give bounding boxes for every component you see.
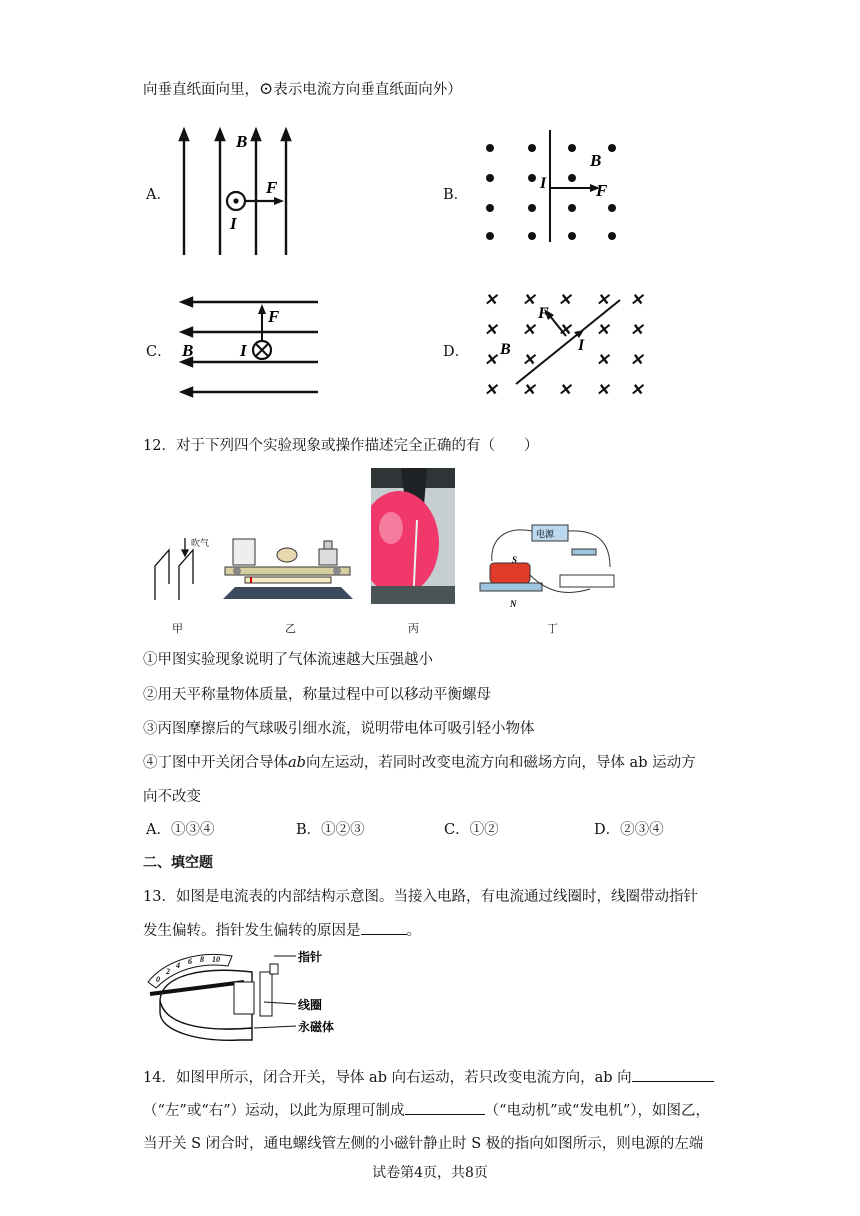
caption-yi: 乙 (285, 622, 296, 635)
fig-d-label-F: F (538, 305, 549, 322)
q14-blank-2[interactable] (405, 1100, 485, 1115)
figure-11d (480, 288, 650, 400)
fig-a-label-F: F (266, 178, 278, 197)
fig-c-label-I: I (240, 341, 247, 360)
n-label: N (510, 599, 517, 609)
q13-answer-blank[interactable] (361, 920, 407, 935)
statement-4: ④丁图中开关闭合导体ab向左运动，若同时改变电流方向和磁场方向，导体 ab 运动方 (143, 755, 696, 771)
q13-line1: 13．如图是电流表的内部结构示意图。当接入电路，有电流通过线圈时，线圈带动指针 (143, 889, 698, 905)
figure-11c (178, 290, 323, 402)
fig-d-label-B: B (500, 341, 511, 358)
figure-12-ding-circuit (470, 515, 620, 610)
statement-3: ③丙图摩擦后的气球吸引细水流，说明带电体可吸引轻小物体 (143, 721, 535, 737)
power-label: 电源 (536, 530, 555, 540)
choice-d: D．②③④ (594, 822, 664, 838)
svg-text:✕: ✕ (522, 382, 536, 399)
coil-label: 线圈 (298, 998, 323, 1012)
scale-6: 6 (188, 957, 192, 966)
svg-text:✕: ✕ (484, 292, 498, 309)
choice-c: C．①② (444, 822, 499, 838)
svg-text:✕: ✕ (522, 352, 536, 369)
q13-line2: 发生偏转。指针发生偏转的原因是 。 (143, 919, 421, 940)
section-heading: 二、填空题 (143, 855, 213, 871)
blow-label: 吹气 (191, 539, 210, 549)
q14-blank-1[interactable] (632, 1067, 714, 1082)
option-b-label: B． (443, 187, 469, 203)
svg-text:✕: ✕ (522, 292, 536, 309)
current-out-symbol-icon: ⊙ (259, 79, 274, 99)
scale-10: 10 (212, 955, 220, 964)
fig-a-label-B: B (236, 132, 248, 151)
figure-13-ammeter (140, 942, 340, 1046)
option-d-label: D． (443, 344, 470, 360)
figure-12-yi-balance (215, 525, 360, 605)
svg-text:✕: ✕ (596, 352, 610, 369)
scale-8: 8 (200, 955, 204, 964)
figure-11a (170, 125, 300, 260)
figure-12-jia-paper (145, 530, 215, 610)
fig-c-label-F: F (268, 307, 280, 326)
figure-11b (478, 130, 628, 248)
fig-b-label-B: B (590, 151, 602, 170)
svg-text:✕: ✕ (630, 322, 644, 339)
q14-line2: （“左”或“右”）运动，以此为原理可制成 （“电动机”或“发电机”），如图乙， (143, 1099, 710, 1120)
svg-text:✕: ✕ (522, 322, 536, 339)
svg-text:✕: ✕ (630, 352, 644, 369)
svg-text:✕: ✕ (630, 292, 644, 309)
choice-b: B．①②③ (296, 822, 365, 838)
svg-text:✕: ✕ (558, 382, 572, 399)
fig-a-label-I: I (230, 214, 237, 233)
svg-text:✕: ✕ (596, 322, 610, 339)
svg-text:✕: ✕ (558, 292, 572, 309)
svg-text:✕: ✕ (484, 352, 498, 369)
option-c-label: C． (146, 344, 172, 360)
option-a-label: A． (146, 187, 171, 203)
svg-text:✕: ✕ (596, 292, 610, 309)
choice-a: A．①③④ (146, 822, 215, 838)
q12-stem: 12．对于下列四个实验现象或操作描述完全正确的有（ ） (143, 438, 539, 454)
svg-text:✕: ✕ (558, 322, 572, 339)
statement-1: ①甲图实验现象说明了气体流速越大压强越小 (143, 652, 433, 668)
scale-2: 2 (166, 967, 170, 976)
scale-4: 4 (176, 961, 180, 970)
q14-line3: 当开关 S 闭合时，通电螺线管左侧的小磁针静止时 S 极的指向如图所示，则电源的左端 (143, 1136, 704, 1152)
magnet-label: 永磁体 (298, 1020, 335, 1034)
fig-c-label-B: B (182, 341, 194, 360)
caption-ding: 丁 (547, 622, 558, 635)
scale-0: 0 (156, 975, 160, 984)
svg-text:✕: ✕ (596, 382, 610, 399)
caption-bing: 丙 (408, 622, 419, 635)
page-footer: 试卷第4页，共8页 (372, 1165, 488, 1181)
q14-line1: 14．如图甲所示，闭合开关，导体 ab 向右运动，若只改变电流方向，ab 向 (143, 1066, 714, 1087)
svg-text:✕: ✕ (484, 322, 498, 339)
fig-b-label-F: F (596, 181, 608, 200)
figure-12-bing-balloon (371, 468, 455, 604)
fig-d-label-I: I (578, 337, 585, 354)
statement-4-cont: 向不改变 (143, 789, 201, 805)
svg-text:✕: ✕ (484, 382, 498, 399)
fig-b-label-I: I (540, 175, 547, 192)
caption-jia: 甲 (172, 622, 183, 635)
intro-line: 向垂直纸面向里，⊙表示电流方向垂直纸面向外） (143, 79, 462, 99)
statement-2: ②用天平称量物体质量，称量过程中可以移动平衡螺母 (143, 687, 491, 703)
s-label: S (512, 555, 518, 565)
pointer-label: 指针 (298, 950, 323, 964)
svg-text:✕: ✕ (630, 382, 644, 399)
